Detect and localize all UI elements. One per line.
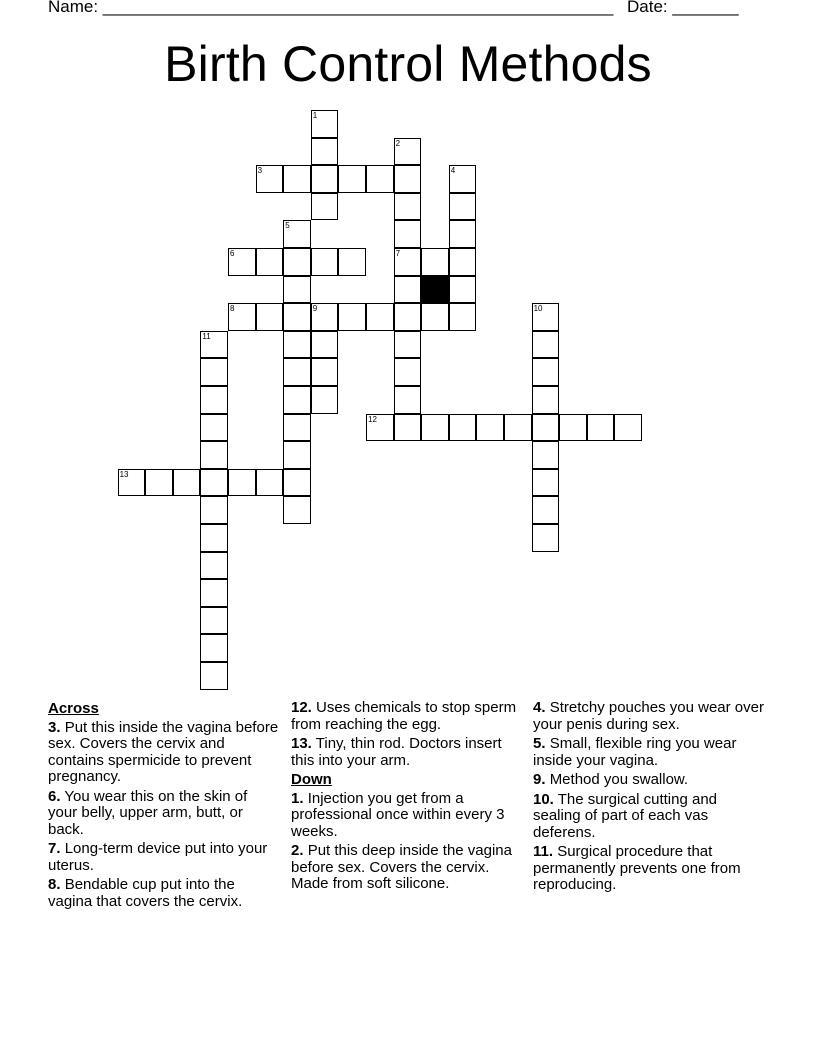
clue-text: Injection you get from a professional once within every 3 weeks. (291, 789, 505, 840)
grid-cell[interactable] (311, 193, 339, 221)
grid-cell[interactable] (338, 248, 366, 276)
clue-across-3 (48, 720, 280, 786)
clue-number: 6. (48, 787, 61, 805)
grid-cell[interactable] (394, 220, 422, 248)
clue-number: 3. (48, 718, 61, 736)
down-heading: Down (291, 771, 332, 788)
clue-text: Small, flexible ring you wear inside your vagina. (533, 735, 737, 769)
clue-number: 8. (48, 876, 61, 893)
grid-cell[interactable] (283, 331, 311, 359)
grid-cell[interactable] (200, 496, 228, 524)
clue-number-label: 1 (312, 111, 318, 120)
grid-cell[interactable] (394, 193, 422, 221)
grid-cell[interactable] (394, 331, 422, 359)
grid-block (421, 276, 449, 304)
grid-cell[interactable] (283, 386, 311, 414)
clue-number: 5. (533, 735, 546, 752)
clue-number: 10. (533, 790, 554, 808)
grid-cell[interactable] (532, 524, 560, 552)
clue-number-label: 10 (533, 304, 543, 314)
grid-cell[interactable] (228, 469, 256, 497)
grid-cell[interactable] (532, 496, 560, 524)
clues-column-1 (48, 700, 280, 913)
clue-text: Uses chemicals to stop sperm from reaching the egg. (291, 699, 517, 733)
grid-cell[interactable] (532, 469, 560, 497)
clue-down-10 (533, 792, 765, 842)
grid-cell[interactable] (449, 248, 477, 276)
clue-down-1 (291, 791, 527, 841)
clue-text: Bendable cup put into the vagina that covers the cervix. (48, 876, 243, 910)
clues-column-2 (291, 700, 527, 896)
grid-cell[interactable] (394, 303, 422, 331)
grid-cell[interactable] (283, 165, 311, 193)
grid-cell[interactable] (587, 414, 615, 442)
grid-cell[interactable] (532, 358, 560, 386)
grid-cell[interactable] (311, 110, 339, 138)
name-field[interactable]: Name: ______________________________________________________ (48, 0, 614, 16)
clue-text: Long-term device put into your uterus. (48, 840, 268, 874)
grid-cell[interactable] (200, 469, 228, 497)
grid-cell[interactable] (145, 469, 173, 497)
clue-number-label: 3 (257, 166, 263, 176)
grid-cell[interactable] (200, 414, 228, 442)
clue-number-label: 4 (450, 166, 456, 176)
grid-cell[interactable] (421, 303, 449, 331)
clue-text: Stretchy pouches you wear over your penis during sex. (533, 699, 764, 733)
clue-number: 4. (533, 699, 546, 716)
grid-cell[interactable] (449, 165, 477, 193)
grid-cell[interactable] (311, 165, 339, 193)
grid-cell[interactable] (200, 662, 228, 690)
clue-text: Method you swallow. (549, 771, 689, 788)
grid-cell[interactable] (200, 579, 228, 607)
clue-number: 7. (48, 840, 61, 857)
grid-cell[interactable] (256, 165, 284, 193)
clue-number-label: 11 (202, 331, 211, 341)
grid-cell[interactable] (311, 303, 339, 331)
grid-cell[interactable] (532, 386, 560, 414)
clue-number: 1. (291, 789, 304, 807)
clue-number: 12. (291, 699, 312, 716)
grid-cell[interactable] (256, 469, 284, 497)
date-field[interactable]: Date: _______ (627, 0, 739, 16)
clues-column-3 (533, 700, 765, 897)
clue-down-2 (291, 843, 527, 893)
clue-number-label: 5 (285, 221, 290, 231)
grid-cell[interactable] (394, 386, 422, 414)
grid-cell[interactable] (200, 552, 228, 580)
grid-cell[interactable] (228, 303, 256, 331)
grid-cell[interactable] (256, 303, 284, 331)
grid-cell[interactable] (421, 414, 449, 442)
grid-cell[interactable] (200, 386, 228, 414)
grid-cell[interactable] (532, 441, 560, 469)
grid-cell[interactable] (283, 358, 311, 386)
grid-cell[interactable] (421, 248, 449, 276)
clue-across-6 (48, 789, 280, 839)
grid-cell[interactable] (311, 248, 339, 276)
grid-cell[interactable] (283, 220, 311, 248)
grid-cell[interactable] (394, 358, 422, 386)
clue-number-label: 13 (119, 469, 129, 479)
clue-text: The surgical cutting and sealing of part of each vas deferens. (533, 790, 718, 841)
grid-cell[interactable] (366, 303, 394, 331)
grid-cell[interactable] (338, 303, 366, 331)
clue-text: Put this deep inside the vagina before sex. Covers the cervix. Made from soft silicone. (291, 842, 512, 892)
clue-number-label: 2 (395, 138, 401, 148)
grid-cell[interactable] (200, 524, 228, 552)
grid-cell[interactable] (449, 303, 477, 331)
clue-down-9 (533, 772, 765, 789)
grid-cell[interactable] (283, 414, 311, 442)
grid-cell[interactable] (311, 358, 339, 386)
grid-cell[interactable] (173, 469, 201, 497)
grid-cell[interactable] (200, 331, 228, 359)
clue-across-13 (291, 736, 527, 769)
clue-number-label: 12 (368, 414, 377, 424)
clue-number-label: 6 (230, 249, 235, 258)
grid-cell[interactable] (449, 220, 477, 248)
clue-number-label: 7 (395, 249, 401, 258)
grid-cell[interactable] (228, 248, 256, 276)
grid-cell[interactable] (283, 248, 311, 276)
grid-cell[interactable] (559, 414, 587, 442)
grid-cell[interactable] (200, 358, 228, 386)
clue-across-12 (291, 700, 527, 733)
clue-down-5 (533, 736, 765, 769)
grid-cell[interactable] (283, 276, 311, 304)
grid-cell[interactable] (366, 414, 394, 442)
grid-cell[interactable] (449, 276, 477, 304)
grid-cell[interactable] (200, 607, 228, 635)
grid-cell[interactable] (338, 165, 366, 193)
grid-cell[interactable] (311, 138, 339, 166)
clue-text: You wear this on the skin of your belly, upper arm, butt, or back. (48, 787, 248, 838)
grid-cell[interactable] (311, 331, 339, 359)
grid-cell[interactable] (532, 331, 560, 359)
grid-cell[interactable] (532, 303, 560, 331)
clue-across-7 (48, 841, 280, 874)
clue-across-8 (48, 877, 280, 910)
clue-down-4 (533, 700, 765, 733)
clue-down-11 (533, 844, 765, 894)
grid-cell[interactable] (394, 165, 422, 193)
grid-cell[interactable] (200, 634, 228, 662)
clue-text: Tiny, thin rod. Doctors insert this into your arm. (291, 735, 502, 769)
clue-number: 2. (291, 842, 304, 859)
grid-cell[interactable] (614, 414, 642, 442)
grid-cell[interactable] (394, 414, 422, 442)
grid-cell[interactable] (118, 469, 146, 497)
grid-cell[interactable] (394, 276, 422, 304)
grid-cell[interactable] (476, 414, 504, 442)
clue-text: Surgical procedure that permanently prevents one from reproducing. (533, 843, 741, 893)
clue-text: Put this inside the vagina before sex. Covers the cervix and contains spermicide to prevent pregnancy. (48, 718, 279, 785)
grid-cell[interactable] (366, 165, 394, 193)
clue-number-label: 8 (230, 304, 235, 314)
grid-cell[interactable] (200, 441, 228, 469)
clue-number: 9. (533, 771, 546, 788)
grid-cell[interactable] (283, 496, 311, 524)
grid-cell[interactable] (283, 303, 311, 331)
clue-number-label: 9 (312, 304, 318, 314)
clue-number: 11. (533, 843, 554, 860)
grid-cell[interactable] (504, 414, 532, 442)
grid-cell[interactable] (283, 469, 311, 497)
page-title: Birth Control Methods (164, 36, 652, 92)
grid-cell[interactable] (394, 248, 422, 276)
clue-number: 13. (291, 735, 312, 752)
grid-cell[interactable] (449, 414, 477, 442)
grid-cell[interactable] (311, 386, 339, 414)
grid-cell[interactable] (532, 414, 560, 442)
grid-cell[interactable] (283, 441, 311, 469)
across-heading: Across (48, 700, 99, 717)
grid-cell[interactable] (394, 138, 422, 166)
grid-cell[interactable] (256, 248, 284, 276)
grid-cell[interactable] (449, 193, 477, 221)
